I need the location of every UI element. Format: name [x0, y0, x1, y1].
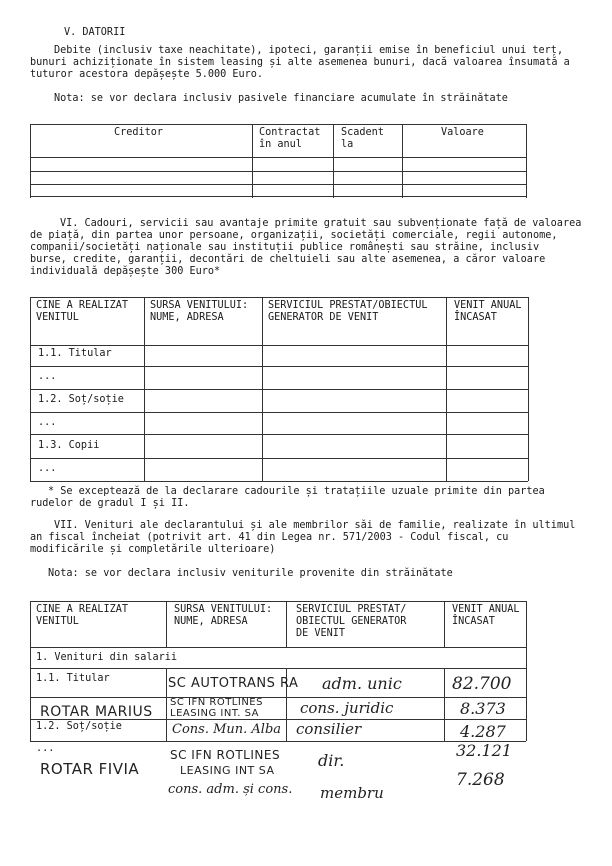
col-valoare-header: Valoare: [441, 127, 484, 138]
g-row-sot: 1.2. Soț/soție: [38, 394, 124, 405]
i-col2-header-2: NUME, ADRESA: [174, 616, 248, 627]
i-col1-header: CINE A REALIZAT: [36, 604, 129, 615]
col-contractat-header: Contractat: [259, 127, 321, 138]
col-contractat-header-2: în anul: [259, 139, 302, 150]
i-col1-header-2: VENITUL: [36, 616, 79, 627]
i-col4-header: VENIT ANUAL: [452, 604, 520, 615]
g-col3-header: SERVICIUL PRESTAT/OBIECTUL: [268, 300, 428, 311]
hw-sot-source2a: SC IFN ROTLINES: [170, 748, 281, 762]
hw-sot-source3: cons. adm. și cons.: [168, 782, 293, 797]
section5-para-1: Debite (inclusiv taxe neachitate), ipoteci, garanții emise în beneficiul unui terț,: [54, 45, 564, 56]
hw-sot-service2: dir.: [318, 751, 345, 770]
hw-sot-service3: membru: [320, 784, 384, 802]
g-row-dots-1: ...: [38, 371, 57, 382]
i-row-dots: ...: [36, 743, 55, 754]
hw-titular-value: 82.700: [452, 674, 512, 694]
section7-para-3: modificările și completările ulterioare): [30, 544, 276, 555]
g-col2-header: SURSA VENITULUI:: [150, 300, 249, 311]
hw-titular-service2: cons. juridic: [300, 699, 394, 717]
g-row-titular: 1.1. Titular: [38, 348, 112, 359]
gifts-footnote-1: * Se exceptează de la declarare cadourile și tratațiile uzuale primite din partea: [48, 486, 545, 497]
i-row-group: 1. Venituri din salarii: [36, 652, 178, 663]
section6-para-2: de piață, din partea unor persoane, organizații, societăți comerciale, regii autonome,: [30, 230, 558, 241]
g-col4-header-2: ÎNCASAT: [454, 312, 497, 323]
g-col2-header-2: NUME, ADRESA: [150, 312, 224, 323]
hw-sot-service: consilier: [296, 720, 362, 738]
hw-titular-service: adm. unic: [322, 674, 402, 693]
col-scadent-header-2: la: [341, 139, 354, 150]
section5-note: Nota: se vor declara inclusiv pasivele financiare acumulate în străinătate: [54, 93, 508, 104]
hw-sot-value3: 7.268: [456, 770, 505, 790]
section7-note: Nota: se vor declara inclusiv veniturile provenite din străinătate: [48, 568, 453, 579]
section5-para-2: bunuri achiziționate în sistem leasing și alte asemenea bunuri, dacă valoarea însumată a: [30, 57, 570, 68]
gifts-footnote-2: rudelor de gradul I și II.: [30, 498, 190, 509]
i-row-sot: 1.2. Soț/soție: [36, 721, 122, 732]
g-col1-header-2: VENITUL: [36, 312, 79, 323]
section7-para-1: VII. Venituri ale declarantului și ale membrilor săi de familie, realizate în ultimul: [54, 520, 576, 531]
i-col3-header: SERVICIUL PRESTAT/: [296, 604, 407, 615]
i-col2-header: SURSA VENITULUI:: [174, 604, 273, 615]
i-col4-header-2: ÎNCASAT: [452, 616, 495, 627]
hw-sot-value2: 32.121: [456, 741, 512, 760]
section6-para-1: VI. Cadouri, servicii sau avantaje primite gratuit sau subvenționate față de valoarea: [60, 218, 582, 229]
hw-sot-source: Cons. Mun. Alba: [172, 722, 282, 737]
g-col4-header: VENIT ANUAL: [454, 300, 522, 311]
g-row-dots-2: ...: [38, 417, 57, 428]
i-col3-header-3: DE VENIT: [296, 628, 346, 639]
i-col3-header-2: OBIECTUL GENERATOR: [296, 616, 407, 627]
hw-sot-name: ROTAR FIVIA: [40, 760, 140, 778]
hw-sot-value: 4.287: [460, 722, 506, 741]
hw-titular-name: ROTAR MARIUS: [40, 704, 153, 720]
g-row-copii: 1.3. Copii: [38, 440, 100, 451]
hw-titular-source2a: SC IFN ROTLINES: [170, 697, 263, 708]
hw-titular-value2: 8.373: [460, 699, 506, 718]
col-creditor-header: Creditor: [114, 127, 164, 138]
hw-sot-source2b: LEASING INT SA: [180, 764, 275, 777]
section5-para-3: tuturor acestora depășește 5.000 Euro.: [30, 69, 264, 80]
section6-para-5: individuală depășește 300 Euro*: [30, 266, 221, 277]
g-col1-header: CINE A REALIZAT: [36, 300, 129, 311]
hw-titular-source2b: LEASING INT. SA: [170, 708, 260, 719]
g-row-dots-3: ...: [38, 463, 57, 474]
section7-para-2: an fiscal încheiat (potrivit art. 41 din Legea nr. 571/2003 - Codul fiscal, cu: [30, 532, 509, 543]
section6-para-3: companii/societăți naționale sau instituții publice românești sau străine, inclusiv: [30, 242, 540, 253]
section6-para-4: burse, credite, garanții, decontări de cheltuieli sau alte asemenea, a căror valoare: [30, 254, 546, 265]
g-col3-header-2: GENERATOR DE VENIT: [268, 312, 379, 323]
section5-title: V. DATORII: [64, 27, 126, 38]
col-scadent-header: Scadent: [341, 127, 384, 138]
i-row-titular: 1.1. Titular: [36, 673, 110, 684]
hw-titular-source: SC AUTOTRANS RA: [168, 676, 299, 691]
